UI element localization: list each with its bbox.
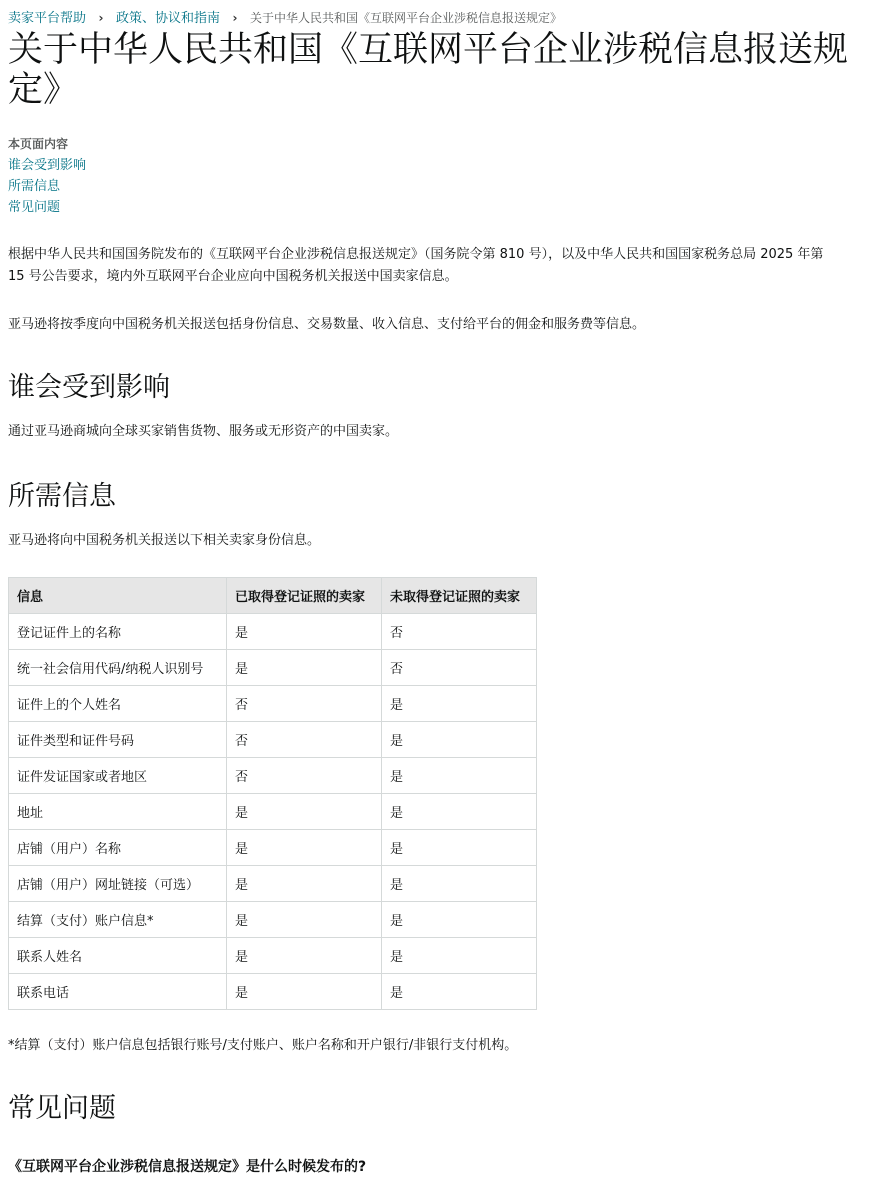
breadcrumb-link-seller-help[interactable]: 卖家平台帮助 (8, 11, 87, 26)
table-cell: 否 (382, 650, 537, 686)
table-cell: 联系电话 (9, 974, 227, 1010)
table-header-row (9, 578, 537, 614)
toc-link-affected[interactable]: 谁会受到影响 (8, 158, 87, 173)
table-cell: 否 (227, 722, 382, 758)
table-cell: 是 (382, 686, 537, 722)
table-row (9, 758, 537, 794)
section-heading-faq: 常见问题 (8, 1093, 116, 1124)
table-cell: 店铺（用户）网址链接（可选） (9, 866, 227, 902)
column-header-info: 信息 (9, 578, 227, 614)
column-header-unregistered: 未取得登记证照的卖家 (382, 578, 537, 614)
table-cell: 是 (382, 902, 537, 938)
toc-title: 本页面内容 (8, 137, 69, 151)
table-cell: 是 (227, 830, 382, 866)
table-cell: 登记证件上的名称 (9, 614, 227, 650)
chevron-right-icon: › (98, 11, 104, 25)
table-of-contents (8, 134, 86, 218)
table-cell: 是 (227, 902, 382, 938)
intro-paragraph-2: 亚马逊将按季度向中国税务机关报送包括身份信息、交易数量、收入信息、支付给平台的佣金和服务费等信息。 (8, 317, 646, 332)
table-cell: 是 (382, 830, 537, 866)
table-cell: 是 (382, 938, 537, 974)
table-row (9, 722, 537, 758)
table-row (9, 650, 537, 686)
table-cell: 是 (227, 794, 382, 830)
required-info-text: 亚马逊将向中国税务机关报送以下相关卖家身份信息。 (8, 533, 321, 548)
section-heading-required-info: 所需信息 (8, 481, 116, 512)
table-cell: 是 (227, 938, 382, 974)
table-cell: 结算（支付）账户信息* (9, 902, 227, 938)
table-cell: 否 (227, 758, 382, 794)
chevron-right-icon: › (232, 11, 238, 25)
table-cell: 证件发证国家或者地区 (9, 758, 227, 794)
table-cell: 是 (382, 974, 537, 1010)
breadcrumb-current: 关于中华人民共和国《互联网平台企业涉税信息报送规定》 (250, 11, 563, 25)
breadcrumb (8, 9, 562, 28)
table-cell: 是 (382, 866, 537, 902)
table-cell: 地址 (9, 794, 227, 830)
page-title: 关于中华人民共和国《互联网平台企业涉税信息报送规定》 (8, 30, 849, 110)
toc-link-faq[interactable]: 常见问题 (8, 200, 61, 215)
table-footnote: *结算（支付）账户信息包括银行账号/支付账户、账户名称和开户银行/非银行支付机构。 (8, 1038, 518, 1053)
table-cell: 证件类型和证件号码 (9, 722, 227, 758)
seller-info-table (8, 577, 537, 1010)
table-row (9, 686, 537, 722)
table-cell: 是 (382, 722, 537, 758)
faq-question: 《互联网平台企业涉税信息报送规定》是什么时候发布的? (8, 1159, 367, 1175)
table-row (9, 794, 537, 830)
affected-text: 通过亚马逊商城向全球买家销售货物、服务或无形资产的中国卖家。 (8, 424, 399, 439)
table-row (9, 938, 537, 974)
table-row (9, 866, 537, 902)
table-cell: 是 (227, 614, 382, 650)
table-row (9, 974, 537, 1010)
intro-paragraph-1: 根据中华人民共和国国务院发布的《互联网平台企业涉税信息报送规定》（国务院令第 810 号），以及中华人民共和国国家税务总局 2025 年第 15 号公告要求，境内外互联网平台企业应向中国税务机关报送中国卖家信息。 (8, 247, 824, 284)
table-row (9, 830, 537, 866)
table-cell: 统一社会信用代码/纳税人识别号 (9, 650, 227, 686)
table-cell: 否 (227, 686, 382, 722)
table-cell: 店铺（用户）名称 (9, 830, 227, 866)
table-cell: 是 (382, 758, 537, 794)
table-cell: 证件上的个人姓名 (9, 686, 227, 722)
table-row (9, 902, 537, 938)
table-cell: 是 (227, 650, 382, 686)
table-cell: 联系人姓名 (9, 938, 227, 974)
toc-link-required-info[interactable]: 所需信息 (8, 179, 61, 194)
column-header-registered: 已取得登记证照的卖家 (227, 578, 382, 614)
section-heading-affected: 谁会受到影响 (8, 372, 170, 403)
table-cell: 是 (227, 974, 382, 1010)
table-cell: 是 (227, 866, 382, 902)
table-cell: 否 (382, 614, 537, 650)
table-row (9, 614, 537, 650)
breadcrumb-link-policies[interactable]: 政策、协议和指南 (116, 11, 221, 26)
table-cell: 是 (382, 794, 537, 830)
